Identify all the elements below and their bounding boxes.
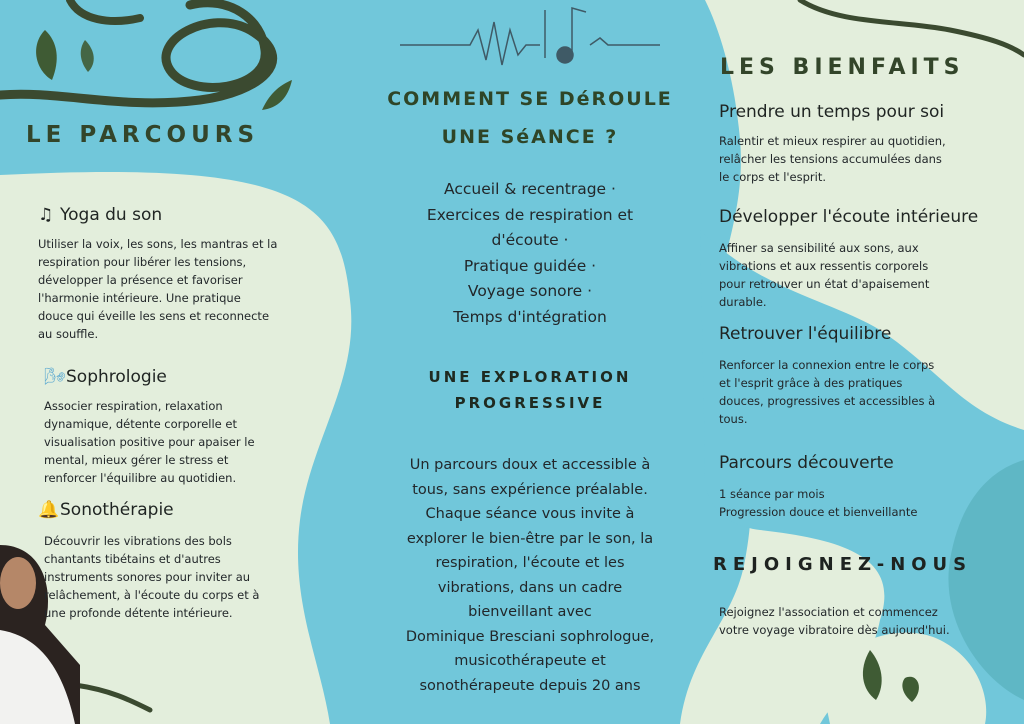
bienfait-4-heading: Parcours découverte [719, 453, 894, 473]
music-note-icon: ♫ [38, 205, 54, 225]
bienfait-2-heading: Développer l'écoute intérieure [719, 207, 979, 227]
bienfait-2 [719, 207, 999, 311]
sophro-heading: 🌬Sophrologie [44, 367, 167, 387]
subtitle-exploration: UNE EXPLORATION PROGRESSIVE [428, 368, 632, 412]
step-item: Accueil & recentrage · [444, 180, 616, 198]
bienfait-3-heading: Retrouver l'équilibre [719, 324, 892, 344]
bienfait-1 [719, 102, 979, 186]
bienfait-4-line1: 1 séance par mois [719, 487, 825, 501]
yoga-block [38, 205, 278, 343]
section-title-seance: COMMENT SE DéROULE UNE SéANCE ? [387, 88, 673, 148]
exploration-paragraph: Un parcours doux et accessible à tous, sans expérience préalable. Chaque séance vous invite à explorer le bien-être par le son, la respiration, l'écoute et les vibrations, dans un cadre bienveillant avec Dominique Bresciani sophrologue, musicothérapeute et sonothérapeute depuis 20 ans [405, 457, 655, 694]
sophro-block [44, 367, 269, 487]
yoga-heading: ♫ Yoga du son [38, 205, 163, 225]
sono-text: Découvrir les vibrations des bols chantants tibétains et d'autres instruments sonores pour inviter au relâchement, à l'écoute du corps et à une profonde détente intérieure. [44, 534, 260, 620]
step-item: Temps d'intégration [453, 307, 607, 326]
section-title-rejoignez: REJOIGNEZ-NOUS [713, 554, 973, 575]
bell-icon: 🔔 [38, 500, 60, 520]
step-item: Exercices de respiration et [426, 205, 634, 224]
sono-block [38, 500, 266, 622]
bienfait-3-text: Renforcer la connexion entre le corps et l'esprit grâce à des pratiques douces, progressives et accessibles à tous. [719, 358, 936, 426]
wind-icon: 🌬 [44, 367, 66, 387]
bienfait-4 [719, 453, 979, 521]
squiggle-top-right [800, 0, 1024, 55]
yoga-text: Utiliser la voix, les sons, les mantras et la respiration pour libérer les tensions, développer la présence et favoriser l'harmonie intérieure. Une pratique douce qui éveille les sens et reconnecte au souffle. [38, 237, 278, 341]
bienfait-2-text: Affiner sa sensibilité aux sons, aux vibrations et aux ressentis corporels pour retrouver un état d'apaisement durable. [719, 241, 930, 309]
step-item: d'écoute · [491, 231, 569, 249]
step-item: Voyage sonore · [467, 282, 593, 300]
section-title-bienfaits: LES BIENFAITS [720, 55, 965, 80]
section-title-parcours: LE PARCOURS [26, 122, 260, 148]
bienfait-3 [719, 324, 979, 428]
seance-steps [380, 177, 680, 330]
sophro-text: Associer respiration, relaxation dynamique, détente corporelle et visualisation positive pour apaiser le mental, mieux gérer le stress et renforcer l'équilibre au quotidien. [44, 399, 255, 485]
join-text: Rejoignez l'association et commencez votre voyage vibratoire dès aujourd'hui. [719, 605, 950, 637]
sono-heading: 🔔Sonothérapie [38, 500, 174, 520]
bienfait-4-line2: Progression douce et bienveillante [719, 505, 918, 519]
bienfait-1-text: Ralentir et mieux respirer au quotidien, relâcher les tensions accumulées dans le corps et l'esprit. [719, 134, 946, 184]
step-item: Pratique guidée · [463, 256, 597, 275]
bienfait-1-heading: Prendre un temps pour soi [719, 102, 945, 122]
